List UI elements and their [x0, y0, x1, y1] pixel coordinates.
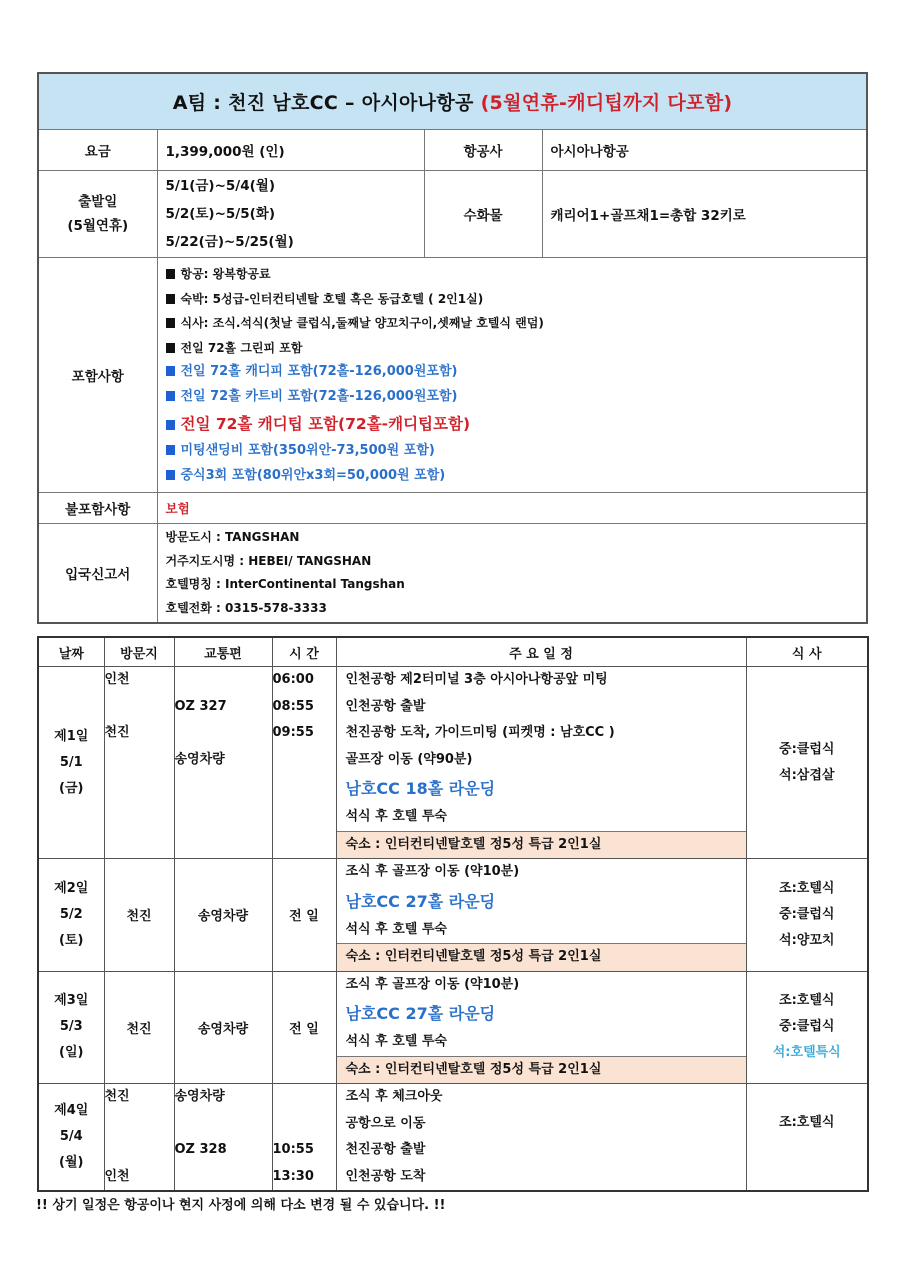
- bullet-square-icon: [166, 445, 175, 455]
- transport: 송영차량: [174, 751, 225, 767]
- included-item: 숙박: 5성급-인터컨티넨탈 호텔 혹은 동급호텔 ( 2인1실): [166, 287, 867, 312]
- header-schedule: 주 요 일 정: [336, 637, 746, 667]
- included-item: 중식3회 포함(80위안x3회=50,000원 포함): [166, 464, 867, 489]
- included-item: 항공: 왕복항공료: [166, 262, 867, 287]
- day-cell: [38, 667, 104, 859]
- schedule-item: 천진공항 도착, 가이드미팅 (피켓명 : 남호CC ): [345, 725, 615, 740]
- day-date: 5/4: [59, 1129, 83, 1144]
- schedule-item: 석식 후 호텔 투숙: [345, 809, 447, 824]
- title-highlight: (5월연휴-캐디팁까지 다포함): [480, 92, 733, 114]
- time: 08:55: [272, 698, 314, 714]
- included-item: 식사: 조식.석식(첫날 클럽식,둘째날 양꼬치구이,셋째날 호텔식 랜덤): [166, 311, 867, 336]
- day-date: 5/1: [59, 754, 83, 770]
- included-item: 전일 72홀 그린피 포함: [166, 336, 867, 361]
- meals-cell: [746, 1084, 868, 1192]
- day-number: 제2일: [54, 880, 89, 896]
- transport-cell: [174, 667, 272, 859]
- schedule-item: 골프장 이동 (약90분): [345, 751, 473, 767]
- schedule-item: 석식 후 호텔 투숙: [345, 1034, 447, 1049]
- schedule-item: 인천공항 출발: [345, 698, 426, 714]
- meal: 조:호텔식: [779, 880, 835, 896]
- itinerary-day-row: [38, 1084, 868, 1192]
- bullet-square-icon: [166, 470, 175, 480]
- bullet-square-icon: [166, 391, 175, 401]
- flight-number: OZ 328: [174, 1142, 227, 1157]
- included-item: 전일 72홀 캐디피 포함(72홀-126,000원포함): [166, 360, 867, 385]
- departure-label: [38, 171, 157, 258]
- bullet-square-icon: [166, 294, 175, 304]
- itinerary-day-row: [38, 971, 868, 1084]
- schedule-item: 조식 후 체크아웃: [345, 1089, 443, 1104]
- place-cell: [104, 667, 174, 859]
- meal: 중:클럽식: [779, 1019, 835, 1035]
- day-number: 제3일: [54, 993, 89, 1009]
- baggage-label: 수화물: [424, 171, 542, 258]
- included-label: 포함사항: [38, 258, 157, 493]
- time: 13:30: [272, 1168, 314, 1184]
- airline-label: 항공사: [424, 130, 542, 171]
- day-cell: [38, 859, 104, 972]
- schedule-item: 인천공항 제2터미널 3층 아시아나항공앞 미팅: [345, 672, 608, 687]
- bullet-square-icon: [166, 318, 175, 328]
- included-item: 전일 72홀 카트비 포함(72홀-126,000원포함): [166, 385, 867, 410]
- departure-date: 5/2(토)~5/5(화): [165, 206, 276, 222]
- day-weekday: (일): [59, 1045, 84, 1061]
- meal: 조:호텔식: [779, 993, 835, 1009]
- itinerary-day-row: [38, 667, 868, 859]
- hotel-info: 숙소 : 인터컨티넨탈호텔 정5성 특급 2인1실: [337, 1056, 746, 1084]
- time: 09:55: [272, 725, 314, 740]
- schedule-round: 남호CC 27홀 라운딩: [345, 891, 496, 911]
- place: 천진: [104, 971, 174, 1084]
- header-meals: 식 사: [746, 637, 868, 667]
- hotel-info: 숙소 : 인터컨티넨탈호텔 정5성 특급 2인1실: [337, 943, 746, 971]
- place: 천진: [104, 1089, 130, 1104]
- bullet-square-icon: [166, 420, 175, 430]
- schedule-change-notice: !! 상기 일정은 항공이나 현지 사정에 의해 다소 변경 될 수 있습니다. !!: [36, 1198, 446, 1213]
- schedule-item: 인천공항 도착: [345, 1168, 426, 1184]
- time: 전 일: [272, 971, 336, 1084]
- departure-date: 5/22(금)~5/25(월): [165, 234, 294, 250]
- entry-item: 호텔전화 : 0315-578-3333: [165, 600, 327, 615]
- place: 천진: [104, 859, 174, 972]
- flight-number: OZ 327: [174, 698, 227, 714]
- hotel-info: 숙소 : 인터컨티넨탈호텔 정5성 특급 2인1실: [337, 831, 746, 859]
- excluded-value: 보험: [157, 493, 867, 524]
- airline-value: 아시아나항공: [542, 130, 867, 171]
- entry-item: 호텔명칭 : InterContinental Tangshan: [165, 577, 405, 591]
- transport-cell: [174, 1084, 272, 1192]
- time-cell: [272, 667, 336, 859]
- bullet-square-icon: [166, 269, 175, 279]
- departure-label-line1: 출발일: [78, 194, 118, 210]
- fare-label: 요금: [38, 130, 157, 171]
- entry-item: 거주지도시명 : HEBEI/ TANGSHAN: [165, 553, 372, 568]
- schedule-item: 조식 후 골프장 이동 (약10분): [345, 864, 520, 879]
- entry-form-label: 입국신고서: [38, 524, 157, 624]
- day-weekday: (금): [59, 780, 84, 796]
- itinerary-table: [37, 636, 869, 1192]
- time: 06:00: [272, 672, 314, 687]
- included-item-highlight: 전일 72홀 캐디팁 포함(72홀-캐디팁포함): [166, 409, 867, 439]
- fare-value: 1,399,000원 (인): [157, 130, 424, 171]
- departure-dates: [157, 171, 424, 258]
- time: 10:55: [272, 1142, 314, 1157]
- entry-item: 방문도시 : TANGSHAN: [165, 530, 300, 544]
- transport: 송영차량: [174, 859, 272, 972]
- time: 전 일: [272, 859, 336, 972]
- time-cell: [272, 1084, 336, 1192]
- day-cell: [38, 1084, 104, 1192]
- meal-special: 석:호텔특식: [772, 1045, 841, 1061]
- place: 인천: [104, 1168, 130, 1184]
- schedule-cell: [336, 1084, 746, 1192]
- day-weekday: (토): [59, 932, 84, 948]
- bullet-square-icon: [166, 343, 175, 353]
- day-date: 5/2: [59, 906, 83, 922]
- day-date: 5/3: [59, 1019, 83, 1035]
- itinerary-day-row: [38, 859, 868, 972]
- departure-date: 5/1(금)~5/4(월): [165, 178, 276, 194]
- included-list: [157, 258, 867, 493]
- itinerary-header-row: [38, 637, 868, 667]
- included-item: 미팅샌딩비 포함(350위안-73,500원 포함): [166, 439, 867, 464]
- place: 인천: [104, 672, 130, 687]
- schedule-cell: [336, 859, 746, 972]
- day-number: 제4일: [54, 1103, 89, 1118]
- header-transport: 교통편: [174, 637, 272, 667]
- baggage-value: 캐리어1+골프채1=총합 32키로: [542, 171, 867, 258]
- transport: 송영차량: [174, 971, 272, 1084]
- meals-cell: [746, 667, 868, 859]
- place-cell: [104, 1084, 174, 1192]
- schedule-item: 조식 후 골프장 이동 (약10분): [345, 976, 520, 992]
- schedule-round: 남호CC 18홀 라운딩: [345, 779, 496, 798]
- schedule-cell: [336, 667, 746, 859]
- day-number: 제1일: [54, 728, 89, 744]
- tour-title: [38, 73, 867, 130]
- departure-label-line2: (5월연휴): [67, 218, 129, 234]
- meal: 중:클럽식: [779, 741, 835, 757]
- title-main: A팀 : 천진 남호CC – 아시아나항공: [172, 92, 481, 114]
- header-date: 날짜: [38, 637, 104, 667]
- header-place: 방문지: [104, 637, 174, 667]
- header-time: 시 간: [272, 637, 336, 667]
- transport: 송영차량: [174, 1089, 225, 1104]
- meals-cell: [746, 859, 868, 972]
- meals-cell: [746, 971, 868, 1084]
- schedule-cell: [336, 971, 746, 1084]
- schedule-item: 석식 후 호텔 투숙: [345, 921, 447, 937]
- schedule-item: 공항으로 이동: [345, 1115, 426, 1131]
- tour-info-table: [37, 72, 868, 624]
- meal: 중:클럽식: [779, 906, 835, 922]
- day-weekday: (월): [59, 1155, 84, 1170]
- meal: 석:삼겹살: [779, 767, 835, 783]
- excluded-label: 불포함사항: [38, 493, 157, 524]
- entry-form-list: [157, 524, 867, 624]
- schedule-item: 천진공항 출발: [345, 1142, 426, 1157]
- place: 천진: [104, 725, 130, 740]
- bullet-square-icon: [166, 366, 175, 376]
- meal: 조:호텔식: [779, 1115, 835, 1130]
- meal: 석:양꼬치: [779, 932, 835, 948]
- day-cell: [38, 971, 104, 1084]
- schedule-round: 남호CC 27홀 라운딩: [345, 1004, 496, 1023]
